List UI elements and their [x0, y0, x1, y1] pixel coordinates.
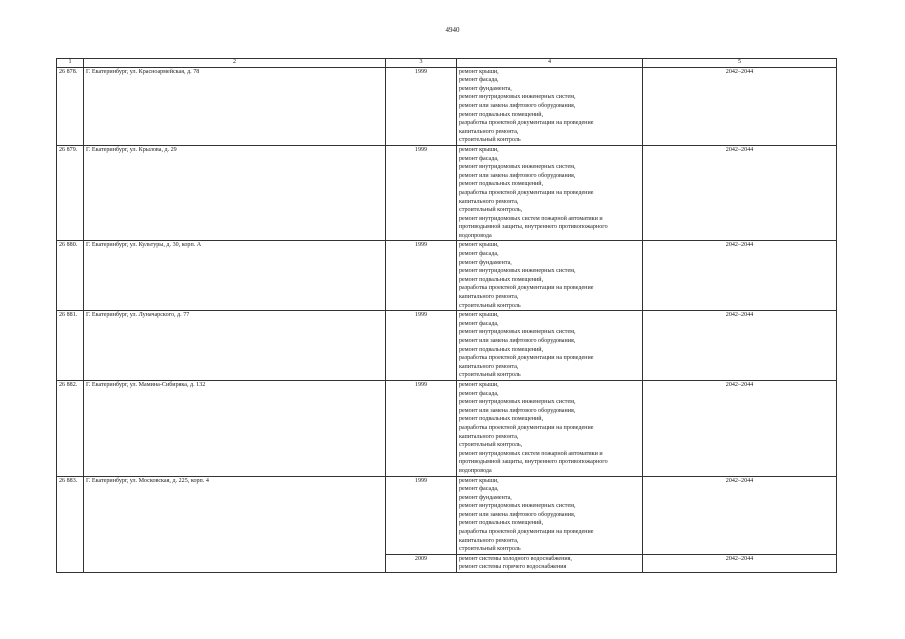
building-address: Г. Екатеринбург, ул. Культуры, д. 30, корп. А	[84, 241, 386, 311]
repair-work-item: ремонт внутридомовых инженерных систем,	[459, 329, 576, 336]
repair-work-item: ремонт или замена лифтового оборудования,	[459, 102, 576, 109]
commissioning-year: 1999	[386, 476, 457, 554]
entry-number: 26 882.	[57, 380, 84, 476]
column-header-2: 2	[84, 59, 386, 68]
repair-work-item: строительный контроль	[459, 302, 521, 309]
entry-number: 26 879.	[57, 145, 84, 241]
repair-works-list	[457, 311, 643, 381]
repair-work-item: ремонт подвальных помещений,	[459, 346, 544, 353]
entry-number: 26 883.	[57, 476, 84, 573]
table-header	[57, 59, 837, 68]
table-row	[57, 241, 837, 311]
repair-work-item: ремонт или замена лифтового оборудования,	[459, 338, 576, 344]
planned-period: 2042–2044	[643, 476, 837, 554]
repair-work-item: ремонт подвальных помещений,	[459, 111, 544, 118]
planned-period: 2042–2044	[643, 380, 837, 476]
repair-work-item: ремонт или замена лифтового оборудования,	[459, 511, 576, 518]
building-address: Г. Екатеринбург, ул. Московская, д. 225, корп. 4	[84, 476, 386, 573]
table-row	[57, 145, 837, 241]
repair-work-item: водопровода	[459, 232, 492, 239]
repair-work-item: разработка проектной документации на проведение	[459, 189, 594, 196]
entry-number: 26 881.	[57, 311, 84, 381]
repair-work-item: капитального ремонта,	[459, 537, 519, 544]
repair-work-item: капитального ремонта,	[459, 433, 519, 440]
repair-work-item: ремонт крыши,	[459, 477, 499, 484]
planned-period: 2042–2044	[643, 311, 837, 381]
commissioning-year: 2009	[386, 554, 457, 572]
repair-work-item: ремонт крыши,	[459, 381, 499, 388]
repair-work-item: строительный контроль	[459, 372, 521, 379]
repair-work-item: ремонт внутридомовых инженерных систем,	[459, 268, 576, 275]
repair-work-item: разработка проектной документации на проведение	[459, 424, 594, 431]
repair-work-item: ремонт внутридомовых инженерных систем,	[459, 399, 576, 406]
repair-work-item: ремонт подвальных помещений,	[459, 181, 544, 188]
capital-repair-table	[56, 58, 837, 573]
repair-works-list	[457, 241, 643, 311]
repair-work-item: ремонт фундамента,	[459, 85, 512, 92]
entry-number: 26 880.	[57, 241, 84, 311]
repair-work-item: ремонт внутридомовых инженерных систем,	[459, 164, 576, 171]
repair-work-item: капитального ремонта,	[459, 294, 519, 301]
repair-work-item: разработка проектной документации на проведение	[459, 529, 594, 536]
repair-work-item: ремонт системы холодного водоснабжения,	[459, 555, 572, 562]
repair-work-item: ремонт фасада,	[459, 251, 499, 258]
repair-work-item: капитального ремонта,	[459, 363, 519, 370]
building-address: Г. Екатеринбург, ул. Крылова, д. 29	[84, 145, 386, 241]
repair-work-item: ремонт фасада,	[459, 155, 499, 162]
column-header-4: 4	[457, 59, 643, 68]
repair-work-item: ремонт или замена лифтового оборудования,	[459, 407, 576, 414]
table-row	[57, 311, 837, 381]
repair-work-item: разработка проектной документации на проведение	[459, 285, 594, 292]
repair-work-item: капитального ремонта,	[459, 198, 519, 205]
repair-work-item: ремонт системы горячего водоснабжения	[459, 564, 567, 571]
repair-work-item: водопровода	[459, 467, 492, 474]
repair-work-item: строительный контроль,	[459, 442, 523, 449]
column-header-3: 3	[386, 59, 457, 68]
repair-work-item: ремонт фасада,	[459, 486, 499, 493]
repair-work-item: ремонт внутридомовых систем пожарной автоматики и	[459, 450, 603, 457]
planned-period: 2042–2044	[643, 67, 837, 145]
header-row	[57, 59, 837, 68]
repair-work-item: ремонт крыши,	[459, 68, 499, 75]
table-body	[57, 67, 837, 572]
repair-work-item: ремонт внутридомовых систем пожарной автоматики и	[459, 215, 603, 222]
commissioning-year: 1999	[386, 67, 457, 145]
repair-work-item: ремонт крыши,	[459, 242, 499, 249]
repair-work-item: ремонт или замена лифтового оборудования,	[459, 172, 576, 179]
repair-works-list	[457, 476, 643, 554]
repair-work-item: ремонт подвальных помещений,	[459, 416, 544, 423]
commissioning-year: 1999	[386, 311, 457, 381]
table-row	[57, 476, 837, 554]
table-row	[57, 67, 837, 145]
repair-work-item: ремонт фундамента,	[459, 259, 512, 266]
building-address: Г. Екатеринбург, ул. Мамина-Сибиряка, д. 132	[84, 380, 386, 476]
repair-work-item: ремонт фасада,	[459, 320, 499, 327]
page-number: 4940	[445, 26, 460, 34]
repair-works-list	[457, 380, 643, 476]
repair-work-item: разработка проектной документации на проведение	[459, 120, 594, 127]
repair-work-item: строительный контроль,	[459, 207, 523, 214]
commissioning-year: 1999	[386, 145, 457, 241]
planned-period: 2042–2044	[643, 554, 837, 572]
repair-works-list	[457, 67, 643, 145]
repair-work-item: ремонт подвальных помещений,	[459, 520, 544, 527]
entry-number: 26 878.	[57, 67, 84, 145]
commissioning-year: 1999	[386, 380, 457, 476]
repair-works-list	[457, 145, 643, 241]
repair-work-item: капитального ремонта,	[459, 128, 519, 135]
repair-work-item: противодымной защиты, внутреннего противопожарного	[459, 459, 608, 466]
repair-work-item: ремонт подвальных помещений,	[459, 276, 544, 283]
table-row	[57, 380, 837, 476]
building-address: Г. Екатеринбург, ул. Луначарского, д. 77	[84, 311, 386, 381]
column-header-5: 5	[643, 59, 837, 68]
repair-work-item: ремонт крыши,	[459, 146, 499, 153]
planned-period: 2042–2044	[643, 241, 837, 311]
repair-work-item: ремонт крыши,	[459, 312, 499, 319]
repair-work-item: ремонт фундамента,	[459, 494, 512, 501]
repair-works-list	[457, 554, 643, 572]
repair-work-item: ремонт внутридомовых инженерных систем,	[459, 503, 576, 510]
repair-work-item: противодымной защиты, внутреннего противопожарного	[459, 224, 608, 231]
planned-period: 2042–2044	[643, 145, 837, 241]
column-header-1: 1	[57, 59, 84, 68]
building-address: Г. Екатеринбург, ул. Красноармейская, д. 78	[84, 67, 386, 145]
repair-work-item: строительный контроль	[459, 137, 521, 144]
repair-work-item: разработка проектной документации на проведение	[459, 355, 594, 362]
commissioning-year: 1999	[386, 241, 457, 311]
repair-work-item: строительный контроль	[459, 546, 521, 553]
repair-work-item: ремонт фасада,	[459, 390, 499, 397]
repair-work-item: ремонт фасада,	[459, 77, 499, 84]
repair-work-item: ремонт внутридомовых инженерных систем,	[459, 94, 576, 101]
